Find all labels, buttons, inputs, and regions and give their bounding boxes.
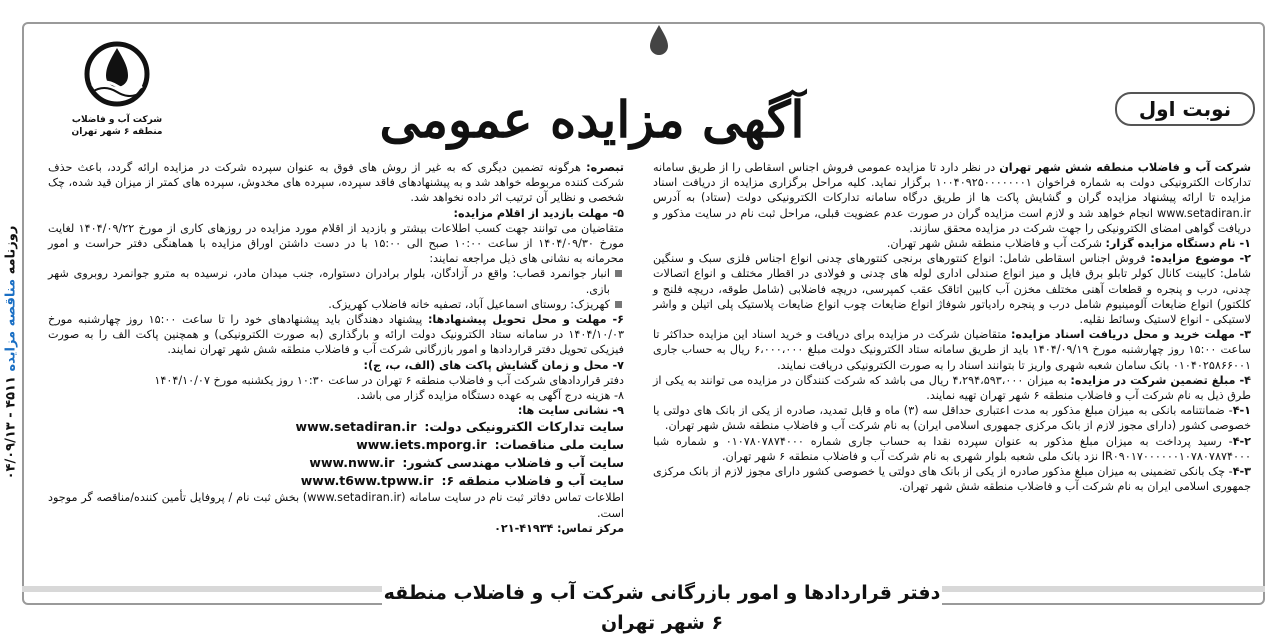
newspaper-code: ۰۴/۰۹/۱۳ - ۴۵۱۱ [3, 376, 19, 480]
site-row: سایت ملی مناقصات: www.iets.mporg.ir [356, 437, 624, 453]
section-1: ۱- نام دستگاه مزایده گزار: شرکت آب و فاضلاب منطقه شش شهر تهران. [886, 237, 1251, 251]
footer-text: دفتر قراردادها و امور بازرگانی شرکت آب و فاضلاب منطقه ۶ شهر تهران [382, 578, 942, 638]
section-9-heading: ۹- نشانی سایت ها: [517, 404, 624, 418]
water-drop-icon [648, 24, 670, 56]
round-badge: نوبت اول [1115, 92, 1255, 126]
address-item: کهریزک: روستای اسماعیل آباد، تصفیه خانه فاضلاب کهریزک. [48, 297, 624, 312]
section-7-text: دفتر قراردادهای شرکت آب و فاضلاب منطقه ۶ تهران در ساعت ۱۰:۳۰ روز یکشنبه مورخ ۱۴۰۴/۱۰/۰۷ [154, 373, 624, 387]
left-column [48, 160, 624, 536]
site-link[interactable]: www.t6ww.tpww.ir [300, 473, 434, 489]
company-logo [62, 32, 172, 167]
newspaper-name: مناقصه مزایده [3, 278, 19, 372]
section-8: ۸- هزینه درج آگهی به عهده دستگاه مزایده گزار می باشد. [356, 389, 624, 403]
section-7-heading: ۷- محل و زمان گشایش پاکت های (الف، ب، ج): [363, 358, 624, 372]
section-3: ۳- مهلت خرید و محل دریافت اسناد مزایده: متقاضیان شرکت در مزایده برای دریافت و خرید اسناد این مزایده حداکثر تا ساعت ۱۵:۰۰ روز چهارشنبه مورخ ۱۴۰۴/۰۹/۱۹ باید از طریق سامانه ستاد الکترونیک دولت مبلغ ۶،۰۰۰،۰۰۰ ریال به حساب جاری ۰۱۰۴۰۲۵۸۶۶۰۰۱ بانک سامان شعبه شهری واریز تا بتوانند اسناد را به صورت الکترونیکی دریافت نمایند. [653, 328, 1252, 372]
site-row: سایت تدارکات الکترونیکی دولت: www.setadiran.ir [295, 419, 624, 435]
page-title: آگهی مزایده عمومی [379, 90, 805, 149]
section-4-3: ۴-۳- چک بانکی تضمینی به میزان مبلغ مذکور صادره از یکی از بانک های دولتی یا خصوصی کشور دارای مجوز لازم از بانک مرکزی جمهوری اسلامی ایران به نام شرکت آب و فاضلاب منطقه شش شهر تهران. [653, 465, 1251, 494]
section-5-heading: ۵- مهلت بازدید از اقلام مزایده: [453, 206, 624, 220]
ad-footer [22, 578, 1265, 634]
sites-list [48, 418, 624, 490]
logo-caption-2: منطقه ۶ شهر تهران [71, 127, 163, 137]
newspaper-sidebar [0, 175, 22, 535]
note-paragraph: تبصره: هرگونه تضمین دیگری که به غیر از روش های فوق به عنوان سپرده شرکت در مزایده ارائه گردد، باعث حذف شرکت کننده مربوطه خواهد شد و به پیشنهادهای فاقد سپرده، سپرده های مخدوش، سپرده های کمتر از میزان قید شده، چک شخصی و نظایر آن ترتیب اثر داده نخواهد شد. [48, 161, 624, 205]
contact-center: مرکز تماس: ۰۲۱-۴۱۹۳۴ [494, 521, 624, 535]
site-row: سایت آب و فاضلاب منطقه ۶: www.t6ww.tpww.ir [300, 473, 624, 489]
site-row: سایت آب و فاضلاب مهندسی کشور: www.nww.ir [309, 455, 624, 471]
contact-text: اطلاعات تماس دفاتر ثبت نام در سایت سامانه (www.setadiran.ir) بخش ثبت نام / پروفایل تأمین کننده/مناقصه گر موجود است. [48, 491, 624, 520]
newspaper-stamp [4, 172, 19, 534]
logo-caption-1: شرکت آب و فاضلاب [71, 115, 163, 125]
ad-header [22, 22, 1265, 152]
address-item: انبار جوانمرد قصاب: واقع در آزادگان، بلوار برادران دستواره، جنب میدان مادر، نرسیده به مترو جوانمرد روبروی شهر بازی. [48, 266, 624, 296]
site-link[interactable]: www.nww.ir [309, 455, 395, 471]
water-company-logo-icon [78, 32, 156, 110]
section-4: ۴- مبلغ تضمین شرکت در مزایده: به میزان ۴،۲۹۴،۵۹۳،۰۰۰ ریال می باشد که شرکت کنندگان در مزایده می توانند به یکی از طرق ذیل به نام شرکت آب و فاضلاب منطقه ۶ شهر تهران تهیه نمایند. [653, 373, 1251, 403]
section-6: ۶- مهلت و محل تحویل پیشنهادها: پیشنهاد دهندگان باید پیشنهادهای خود را تا ساعت ۱۵:۰۰ روز چهارشنبه مورخ ۱۴۰۴/۱۰/۰۳ در سامانه ستاد الکترونیک دولت ارائه و بارگذاری (به صورت الکترونیکی) و همچنین پاکت الف را به صورت فیزیکی تحویل دفتر قراردادها و امور بازرگانی شرکت آب و فاضلاب منطقه شش شهر تهران نمایند. [48, 313, 625, 357]
site-link[interactable]: www.iets.mporg.ir [356, 437, 487, 453]
section-4-1: ۴-۱- ضمانتنامه بانکی به میزان مبلغ مذکور به مدت اعتباری حداقل سه (۳) ماه و قابل تمدید، صادره از یکی از بانک های دولتی یا خصوصی کشور (دارای مجوز لازم از بانک مرکزی جمهوری اسلامی ایران) به نام شرکت آب و فاضلاب منطقه شش شهر تهران. [653, 404, 1252, 433]
section-2: ۲- موضوع مزایده: فروش اجناس اسقاطی شامل: انواع کنتورهای برنجی کنتورهای چدنی انواع اجناس فلزی سبک و سنگین شامل: کابینت کانال کولر تابلو برق فایل و میز انواع صندلی اداری لوله های چدنی و فولادی در اقطار مختلف و انواع اتصالات چدنی، درب و پنجره و قطعات آهنی مختلف مخزن آب کابین اتاقک عقب کمپرسی، دریچه فاضلابی (شامل طوقه، دریچه فلنج و کلکتور) انواع ضایعات آلومینیوم شامل درب و پنجره رادیاتور شوفاژ انواع ضایعات چوب انواع ضایعات پلاستیک پلی اتیلن و واشر لاستیکی - انواع لاستیک وسائط نقلیه. [653, 252, 1251, 327]
intro-paragraph: شرکت آب و فاضلاب منطقه شش شهر تهران در نظر دارد تا مزایده عمومی فروش اجناس اسقاطی را از طریق سامانه تدارکات الکترونیکی دولت به شماره فراخوان ۱۰۰۴۰۹۲۵۰۰۰۰۰۰۰۱ برگزار نماید. کلیه مراحل برگزاری مزایده از دریافت اسناد مزایده تا ارائه پیشنهاد مزایده گران و گشایش پاکت ها از طریق درگاه سامانه تدارکات الکترونیکی دولت (ستاد) به آدرس www.setadiran.ir انجام خواهد شد و لازم است مزایده گران در صورت عدم عضویت قبلی، مراحل ثبت نام در سایت مذکور و دریافت گواهی امضای الکترونیکی را جهت شرکت در مزایده محقق سازند. [653, 161, 1251, 235]
newspaper-prefix: روزنامه [3, 225, 19, 275]
section-5-text: متقاضیان می توانند جهت کسب اطلاعات بیشتر و بازدید از اقلام مورد مزایده در روزهای کاری از مورخ ۱۴۰۴/۰۹/۲۲ لغایت مورخ ۱۴۰۴/۰۹/۳۰ از ساعت ۱۰:۰۰ صبح الی ۱۵:۰۰ با در دست داشتن اوراق مزایده با هماهنگی دفتر حراست و امور محرمانه به نشانی های ذیل مراجعه نمایند: [48, 221, 624, 266]
right-column [653, 160, 1251, 494]
section-4-2: ۴-۲- رسید پرداخت به میزان مبلغ مذکور به عنوان سپرده نقدا به حساب جاری شماره ۰۱۰۷۸۰۷۸۷۴۰۰۰ و شماره شبا IR۰۹۰۱۷۰۰۰۰۰۰۱۰۷۸۰۷۸۷۴۰۰۰ نزد بانک ملی شعبه بلوار شهری به نام شرکت آب و فاضلاب منطقه ۶ شهر تهران. [653, 434, 1251, 463]
site-link[interactable]: www.setadiran.ir [295, 419, 417, 435]
